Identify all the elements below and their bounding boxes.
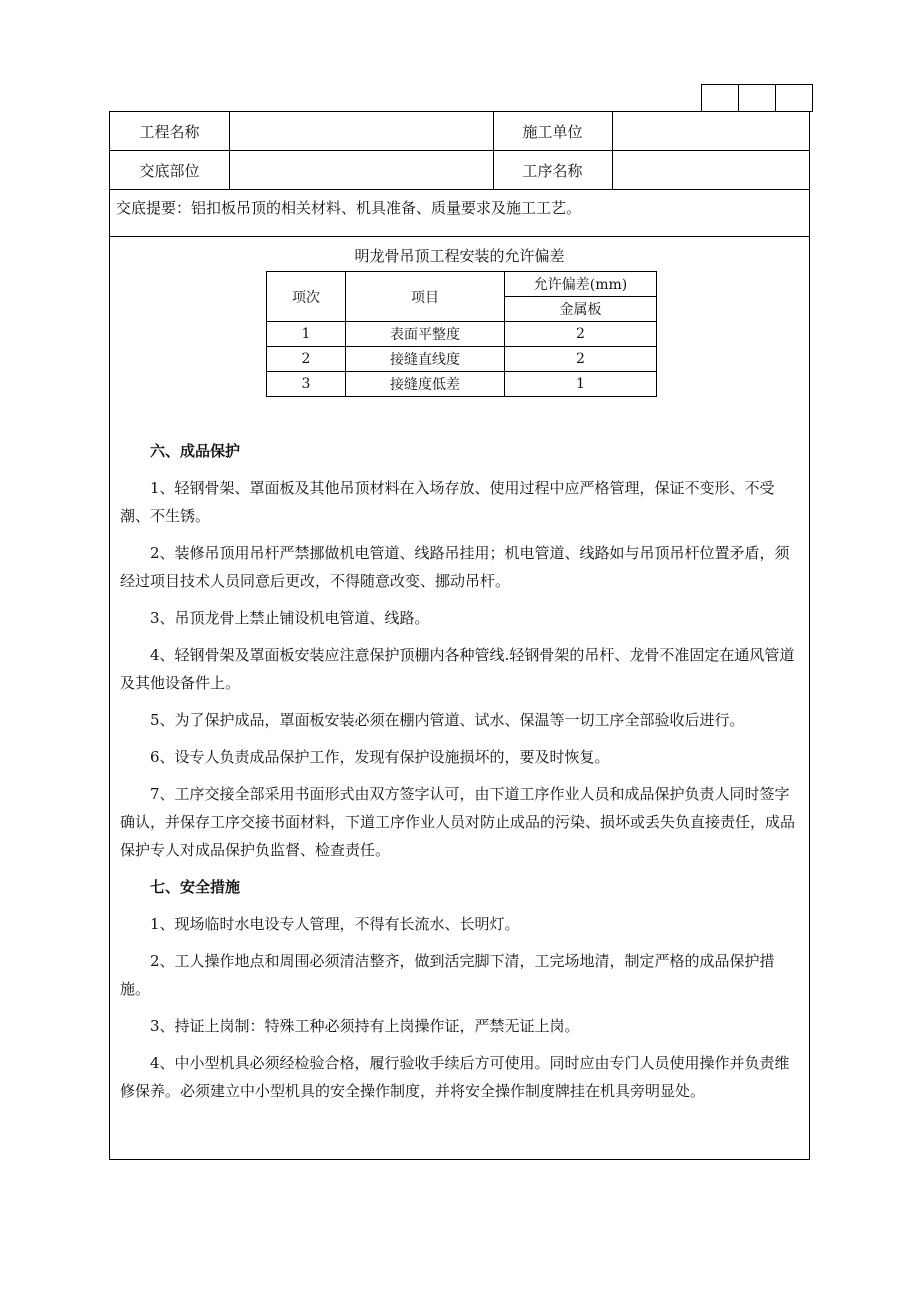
col-header-item: 项目: [346, 272, 505, 322]
paragraph: 4、轻钢骨架及罩面板安装应注意保护顶棚内各种管线.轻钢骨架的吊杆、龙骨不准固定在通风管道及其他设备件上。: [120, 646, 795, 692]
paragraph: 3、持证上岗制：特殊工种必须持有上岗操作证，严禁无证上岗。: [150, 1017, 580, 1035]
paragraph: 4、中小型机具必须经检验合格，履行验收手续后方可使用。同时应由专门人员使用操作并负责维修保养。必须建立中小型机具的安全操作制度，并将安全操作制度牌挂在机具旁明显处。: [120, 1054, 790, 1100]
row-no: 1: [267, 322, 346, 347]
paragraph: 3、吊顶龙骨上禁止铺设机电管道、线路。: [150, 609, 430, 627]
page-box: [776, 85, 812, 111]
project-name-value: [229, 112, 493, 150]
table-row: [267, 347, 657, 372]
section-heading: 七、安全措施: [150, 878, 241, 896]
paragraph: 1、轻钢骨架、罩面板及其他吊顶材料在入场存放、使用过程中应严格管理，保证不变形、不受潮、不生锈。: [120, 479, 775, 525]
deviation-table: [266, 271, 657, 397]
table-row: [267, 322, 657, 347]
row-value: 2: [505, 347, 657, 372]
construction-unit-label: 施工单位: [522, 122, 583, 141]
row-value: 2: [505, 322, 657, 347]
page-number-boxes: [701, 84, 813, 112]
row-no: 2: [267, 347, 346, 372]
process-name-value: [612, 151, 808, 189]
header-row-1: [110, 112, 809, 151]
row-value: 1: [505, 372, 657, 397]
paragraph: 7、工序交接全部采用书面形式由双方签字认可，由下道工序作业人员和成品保护负责人同时签字确认，并保存工序交接书面材料，下道工序作业人员对防止成品的污染、损坏或丢失负直接责任，成品保护专人对成品保护负监督、检查责任。: [120, 785, 796, 859]
disclosure-part-label: 交底部位: [139, 161, 200, 180]
table-row: [267, 372, 657, 397]
col-header-metal: 金属板: [505, 297, 657, 322]
col-header-no: 项次: [267, 272, 346, 322]
project-name-label: 工程名称: [139, 122, 200, 141]
construction-unit-value: [612, 112, 808, 150]
page-box: [739, 85, 776, 111]
divider: [229, 112, 230, 190]
paragraph: 2、装修吊顶用吊杆严禁挪做机电管道、线路吊挂用；机电管道、线路如与吊顶吊杆位置矛盾，须经过项目技术人员同意后更改，不得随意改变、挪动吊杆。: [120, 544, 790, 590]
row-no: 3: [267, 372, 346, 397]
deviation-table-title: 明龙骨吊顶工程安装的允许偏差: [354, 247, 565, 265]
disclosure-form: [109, 111, 810, 1160]
paragraph: 6、设专人负责成品保护工作，发现有保护设施损坏的，要及时恢复。: [150, 748, 610, 766]
body-text: [120, 437, 800, 1114]
row-item: 接缝度低差: [346, 372, 505, 397]
paragraph: 1、现场临时水电设专人管理，不得有长流水、长明灯。: [150, 915, 520, 933]
disclosure-part-value: [229, 151, 493, 189]
header-row-2: [110, 151, 809, 190]
paragraph: 2、工人操作地点和周围必须清洁整齐，做到活完脚下清，工完场地清，制定严格的成品保护措施。: [120, 952, 775, 998]
summary-text: 交底提要：铝扣板吊顶的相关材料、机具准备、质量要求及施工工艺。: [110, 190, 809, 237]
page-box: [702, 85, 739, 111]
process-name-label: 工序名称: [522, 161, 583, 180]
row-item: 接缝直线度: [346, 347, 505, 372]
divider: [612, 112, 613, 190]
paragraph: 5、为了保护成品，罩面板安装必须在棚内管道、试水、保温等一切工序全部验收后进行。: [150, 711, 745, 729]
row-item: 表面平整度: [346, 322, 505, 347]
col-header-allow: 允许偏差(mm): [505, 272, 657, 297]
divider: [493, 112, 494, 190]
section-heading: 六、成品保护: [150, 442, 241, 460]
